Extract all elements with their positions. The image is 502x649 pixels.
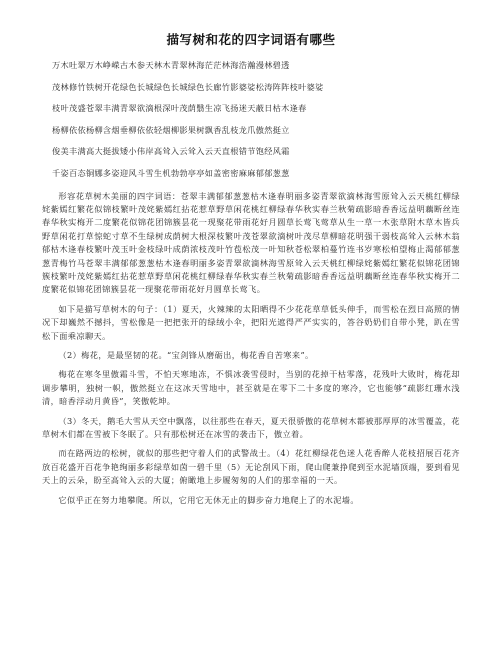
body-paragraph: 如下是描写草树木的句子：（1）夏天，火辣辣的太阳晒得不少花花草草低头伸手，而雪松在烈日高照的情况下却巍然不撼抖，雪松像是一把把张开的绿绒小伞，把阳光遮得严严实实的，答谷奶奶们自带小凳，趴在雪松下面乘凉聊天。 <box>42 303 460 341</box>
body-paragraph: 形容花草树木美丽的四字词语：苍翠丰满郁郁葱葱枯木逢春明丽多姿青翠欲滴林海雪原耸入云天桃红柳绿姹紫嫣红繁花似锦枝繁叶茂姹紫嫣红拈花惹草野草闲花桃红柳绿春华秋实春兰秋菊疏影暗香香远益明藕断丝连春华秋实梅开二度繁花似锦花团锦簇昙花一现聚花带雨花好月圆草长莺飞莺草从生一草一木张草附木草木皆兵野草闲花打草惊蛇寸草不生绿树成荫树大根深枝繁叶茂苍翠欲滴树叶茂尽草柳暗花明强干弱枝高耸入云林木翁郁枯木逢春枝繁叶茂玉叶金枝绿叶成荫浓枝茂叶竹苞松茂一叶知秋苍松翠柏蔓竹连书岁寒松柏望梅止渴郁郁葱葱青梅竹马苍翠丰满郁郁葱葱枯木逢春明丽多姿青翠欲滴林海雪原耸入云天桃红柳绿姹紫嫣红繁花似锦花团锦簇枝繁叶茂姹紫嫣红拈花惹草野草闲花桃红柳绿春华秋实春兰秋菊疏影暗香香远益明藕断丝连春华秋实梅开二度繁花似锦花团锦簇昙花一现聚花带雨花好月圆草长莺飞。 <box>42 190 460 295</box>
body-paragraph: （3）冬天，鹅毛大雪从天空中飘落，以往那些在春天，夏天很骄傲的花草树木都被那厚厚的冰雪覆盖，花草树木们都在雪被下冬眠了。只有那松树还在冰雪的袭击下，傲立着。 <box>42 415 460 440</box>
document-title: 描写树和花的四字词语有哪些 <box>166 32 336 47</box>
word-line: 万木吐翠万木峥嵘古木参天林木青翠林海茫茫林海浩瀚漫林碧透 <box>52 60 290 70</box>
word-line: 枝叶茂盛苍翠丰满青翠欲滴根深叶茂荫翳生凉飞扬迷天蔽日枯木逢春 <box>52 103 307 114</box>
word-line: 俊美丰满高大挺拔矮小伟岸高耸入云耸入云天直根错节饱经风霜 <box>52 146 290 157</box>
word-line: 千姿百态铜娜多姿迎风斗雪生机勃勃亭亭如盖密密麻麻郁郁葱葱 <box>52 167 290 178</box>
word-line: 茂林修竹铁树开花绿色长城绿色长城绿色长廊竹影婆娑松涛阵阵枝叶婆娑 <box>52 81 324 92</box>
body-paragraph: 梅花在寒冬里傲霜斗雪，不怕天寒地冻，不惧冰袭雪侵时，当别的花掉干枯零落，花残叶大败时，梅花却调步攀明，独树一帜，傲然挺立在这冰天雪地中，甚至就是在零下二十多度的寒冷，它也能够“疏影红珊水浅清，暗香浮动月黄昏”，笑傲乾坤。 <box>42 369 460 407</box>
word-list <box>42 60 460 179</box>
body-paragraph: 它似乎正在努力地攀爬。所以，它用它无休无止的脚步奋力地爬上了的水泥墙。 <box>58 494 359 505</box>
body-paragraph: 而在路两边的松树，就似的那些把守着人们的武警战士。（4）花红柳绿花色迷人花香醉人花枝招展百花齐放百花盛开百花争艳绚丽多彩绿草如茵一碧千里（5）无论刮风下雨，爬山爬兼挣爬到至水泥墙顶端，要到看见天上的云朵，盼至高耸入云的大厦；俯瞰地上步履匆匆的人们的那幸福的一天。 <box>42 448 460 486</box>
body-paragraph: （2）梅花，是最坚韧的花。“宝剑锋从磨砺出，梅花香自苦寒来”。 <box>58 350 314 361</box>
word-line: 杨柳依依杨柳含烟垂柳依依轻烟柳影果树飘香乱枝龙爪傲然挺立 <box>52 124 290 135</box>
